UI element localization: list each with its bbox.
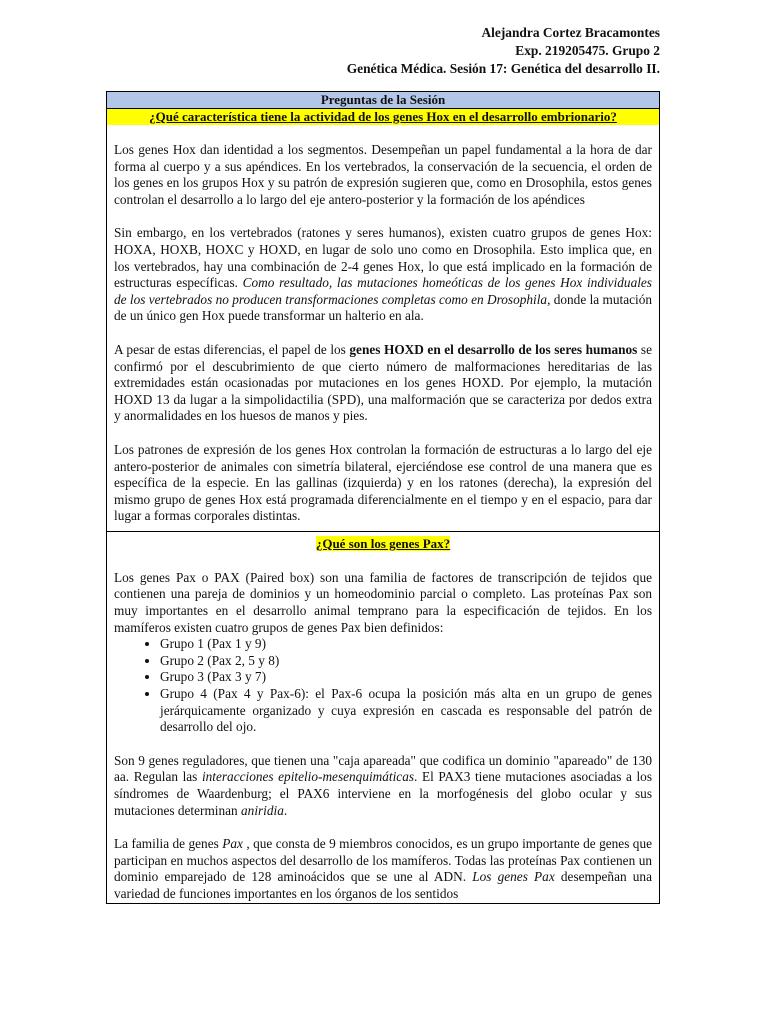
italic-text: Pax: [222, 836, 243, 852]
italic-text: Los genes: [472, 869, 535, 885]
text: Sin embargo, en los vertebrados (ratones y seres humanos), existen cuatro grupos de genes Hox: HOXA, HOXB, HOXC y HOXD, en lugar de solo uno como en Drosophila. Esto implica que, en los vertebrados, hay una combinación de 2-4 genes Hox, lo que está implicado en la formación de estructuras específicas.: [114, 225, 652, 291]
italic-text: aniridia: [241, 802, 284, 818]
answer-hox: [107, 125, 659, 525]
paragraph: Los patrones de expresión de los genes Hox controlan la formación de estructuras a lo largo del eje antero-posterior de animales con simetría bilateral, ejerciéndose ese control de una manera que es específica de la especie. En las gallinas (izquierda) y en los ratones (derecha), la expresión del mismo grupo de genes Hox está programada diferencialmente en el tiempo y en el espacio, para dar lugar a formas corporales distintas.: [114, 441, 652, 524]
text: . El PAX3 tiene mutaciones asociadas a los síndromes de Waardenburg; el PAX6 interviene en la morfogénesis del globo ocular y sus mutaciones determinan: [114, 769, 652, 818]
list-item: • Grupo 1 (Pax 1 y 9): [160, 636, 652, 653]
questions-table: [106, 91, 660, 904]
bold-text: genes HOXD en el desarrollo de los seres humanos: [349, 341, 638, 357]
text: se confirmó por el descubrimiento de que cierto número de malformaciones hereditarias de las extremidades están ocasionadas por mutaciones en los genes HOXD. Por ejemplo, la mutación HOXD 13 da lugar a la simpolidactilia (SPD), una malformación que se caracteriza por dedos extra y anormalidades en los huesos de manos y pies.: [114, 341, 652, 424]
paragraph: [114, 753, 652, 819]
list-item: • Grupo 4 (Pax 4 y Pax-6): el Pax-6 ocupa la posición más alta en un grupo de genes jerárquicamente organizado y cuya expresión en cascada es responsable del patrón de desarrollo del ojo.: [160, 686, 652, 736]
italic-text: Pax: [534, 869, 555, 885]
text: Son 9 genes reguladores, que tienen una "caja apareada" que codifica un dominio "apareado" de 130 aa. Regulan las: [114, 752, 652, 785]
paragraph: [114, 342, 652, 425]
text: , donde la mutación de un único gen Hox puede transformar un halterio en ala.: [114, 291, 652, 324]
author-name: Alejandra Cortez Bracamontes: [481, 25, 660, 40]
italic-text: Como resultado, las mutaciones homeóticas de los genes Hox individuales de los vertebrados no producen transformaciones completas como en Drosophila: [114, 275, 652, 307]
italic-text: interacciones epitelio-mesenquimáticas: [201, 769, 415, 785]
text: , que consta de 9 miembros conocidos, es un grupo importante de genes que participan en muchos aspectos del desarrollo de los mamíferos. Todas las proteínas Pax contienen un dominio emparejado de 128 aminoácidos que se une al ADN.: [114, 836, 652, 885]
question-pax: ¿Qué son los genes Pax?: [315, 535, 451, 551]
paragraph: [114, 836, 652, 902]
text: A pesar de estas diferencias, el papel de los: [114, 341, 350, 357]
course-session: Genética Médica. Sesión 17: Genética del desarrollo II.: [346, 61, 660, 76]
list-item: • Grupo 2 (Pax 2, 5 y 8): [160, 653, 652, 670]
paragraph: [114, 225, 652, 325]
text: desempeñan una variedad de funciones importantes en los órganos de los sentidos: [114, 869, 652, 901]
paragraph: Los genes Hox dan identidad a los segmentos. Desempeñan un papel fundamental a la hora de dar forma al cuerpo y a sus apéndices. En los vertebrados, la conservación de la secuencia, el orden de los genes en los grupos Hox y su patrón de expresión sugieren que, como en Drosophila, estos genes controlan el desarrollo a lo largo del eje antero-posterior y la formación de los apéndices: [114, 142, 652, 207]
pax-group-list: [114, 636, 652, 736]
list-item: • Grupo 3 (Pax 3 y 7): [160, 669, 652, 686]
paragraph: Los genes Pax o PAX (Paired box) son una familia de factores de transcripción de tejidos que contienen una pareja de dominios y un homeodominio parcial o completo. Las proteínas Pax son muy importantes en el desarrollo animal temprano para la especificación de tejidos. En los mamíferos existen cuatro grupos de genes Pax bien definidos:: [114, 569, 652, 635]
text: La familia de genes: [114, 836, 223, 852]
document-header: [347, 24, 660, 78]
question-hox: ¿Qué característica tiene la actividad de los genes Hox en el desarrollo embrionario?: [107, 109, 659, 125]
question-row: [107, 532, 659, 553]
text: .: [283, 802, 288, 818]
table-title: Preguntas de la Sesión: [107, 92, 659, 109]
exp-group: Exp. 219205475. Grupo 2: [515, 43, 660, 58]
answer-pax: [107, 553, 659, 903]
